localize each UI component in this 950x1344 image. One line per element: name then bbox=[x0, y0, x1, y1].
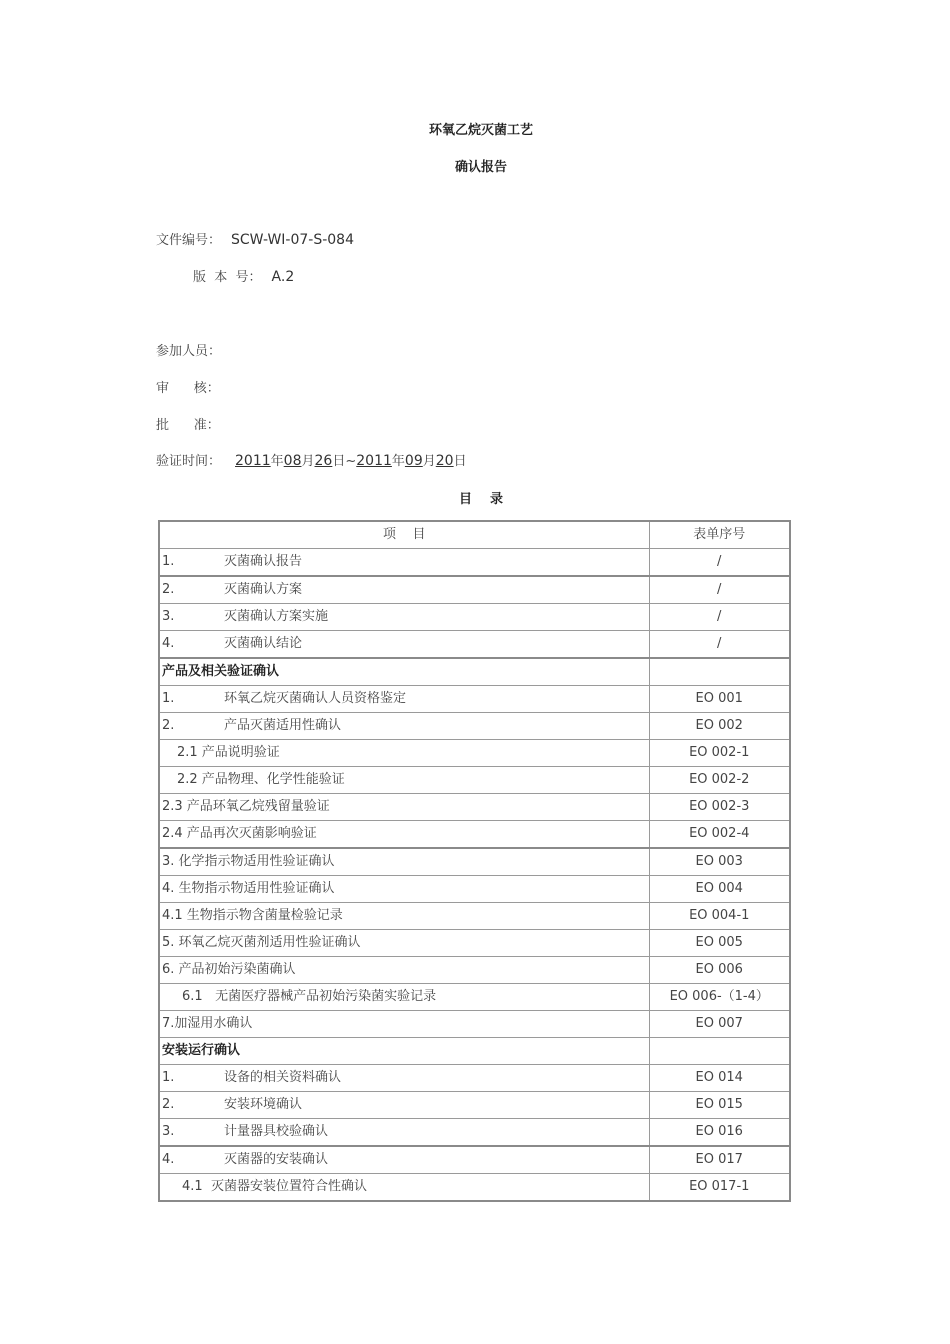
toc-item-title: 6.1 无菌医疗器械产品初始污染菌实验记录 bbox=[159, 984, 649, 1011]
day-char: 日 bbox=[332, 454, 346, 469]
version-label: 版 本 号： bbox=[193, 270, 262, 285]
toc-item-title: 设备的相关资料确认 bbox=[224, 1070, 342, 1085]
doc-number-value: SCW-WI-07-S-084 bbox=[231, 232, 354, 248]
table-row bbox=[159, 930, 790, 957]
toc-header-form: 表单序号 bbox=[649, 521, 790, 549]
toc-form-code: EO 005 bbox=[649, 930, 790, 957]
toc-form-code: EO 002-1 bbox=[649, 740, 790, 767]
toc-item-title: 3. 化学指示物适用性验证确认 bbox=[159, 848, 649, 876]
toc-title: 目 录 bbox=[458, 492, 504, 507]
toc-item bbox=[159, 1065, 649, 1092]
toc-form-code: EO 002-4 bbox=[649, 821, 790, 849]
start-month: 08 bbox=[283, 453, 302, 469]
toc-form-code: EO 004 bbox=[649, 876, 790, 903]
table-row bbox=[159, 848, 790, 876]
toc-item-title: 2.4 产品再次灭菌影响验证 bbox=[159, 821, 649, 849]
toc-item-title: 6. 产品初始污染菌确认 bbox=[159, 957, 649, 984]
table-row bbox=[159, 1174, 790, 1202]
toc-item bbox=[159, 1146, 649, 1174]
year-char: 年 bbox=[270, 454, 284, 469]
toc-item-number: 2. bbox=[162, 1097, 175, 1112]
table-row bbox=[159, 631, 790, 659]
toc-item-title: 7.加湿用水确认 bbox=[159, 1011, 649, 1038]
toc-form-code: / bbox=[649, 631, 790, 659]
table-row bbox=[159, 1065, 790, 1092]
toc-form-code: EO 017-1 bbox=[649, 1174, 790, 1202]
table-row bbox=[159, 549, 790, 577]
table-row bbox=[159, 1092, 790, 1119]
table-row bbox=[159, 1011, 790, 1038]
approve-field bbox=[156, 414, 220, 433]
end-year: 2011 bbox=[356, 453, 392, 469]
toc-form-code: EO 017 bbox=[649, 1146, 790, 1174]
toc-item-title: 环氧乙烷灭菌确认人员资格鉴定 bbox=[224, 691, 407, 706]
toc-item-number: 1. bbox=[162, 554, 175, 569]
toc-form-code: EO 001 bbox=[649, 686, 790, 713]
toc-form-code bbox=[649, 1038, 790, 1065]
table-row bbox=[159, 984, 790, 1011]
toc-form-code: EO 002-3 bbox=[649, 794, 790, 821]
participants-field bbox=[156, 340, 221, 359]
doc-number-label: 文件编号： bbox=[156, 233, 222, 248]
toc-form-code: EO 003 bbox=[649, 848, 790, 876]
start-year: 2011 bbox=[235, 453, 271, 469]
toc-item-title: 灭菌器的安装确认 bbox=[224, 1152, 329, 1167]
review-field bbox=[156, 377, 220, 396]
approve-label: 批 准： bbox=[156, 418, 220, 433]
table-row bbox=[159, 794, 790, 821]
toc-form-code: / bbox=[649, 604, 790, 631]
verification-date-field bbox=[156, 450, 467, 469]
month-char: 月 bbox=[422, 454, 436, 469]
month-char: 月 bbox=[301, 454, 315, 469]
toc-item-number: 2. bbox=[162, 718, 175, 733]
table-row bbox=[159, 740, 790, 767]
table-row bbox=[159, 576, 790, 604]
toc-item bbox=[159, 1092, 649, 1119]
toc-item bbox=[159, 1119, 649, 1147]
toc-item-number: 4. bbox=[162, 1152, 175, 1167]
doc-number-field bbox=[156, 229, 354, 248]
table-row bbox=[159, 713, 790, 740]
start-day: 26 bbox=[314, 453, 333, 469]
end-day: 20 bbox=[435, 453, 454, 469]
toc-header-row bbox=[159, 521, 790, 549]
toc-item-title: 安装环境确认 bbox=[224, 1097, 303, 1112]
toc-item-number: 2. bbox=[162, 582, 175, 597]
table-row bbox=[159, 767, 790, 794]
table-row bbox=[159, 876, 790, 903]
toc-item bbox=[159, 576, 649, 604]
toc-section-row bbox=[159, 1038, 790, 1065]
toc-form-code: EO 016 bbox=[649, 1119, 790, 1147]
toc-form-code: EO 015 bbox=[649, 1092, 790, 1119]
day-char: 日 bbox=[453, 454, 467, 469]
toc-form-code: / bbox=[649, 576, 790, 604]
toc-item-title: 4.1 灭菌器安装位置符合性确认 bbox=[159, 1174, 649, 1202]
toc-item-title: 5. 环氧乙烷灭菌剂适用性验证确认 bbox=[159, 930, 649, 957]
toc-form-code: EO 002 bbox=[649, 713, 790, 740]
toc-item-title: 灭菌确认方案实施 bbox=[224, 609, 329, 624]
version-field bbox=[193, 266, 294, 285]
toc-section-title: 产品及相关验证确认 bbox=[159, 658, 649, 686]
toc-item-number: 1. bbox=[162, 1070, 175, 1085]
toc-item bbox=[159, 686, 649, 713]
date-label: 验证时间： bbox=[156, 454, 222, 469]
table-row bbox=[159, 1146, 790, 1174]
toc-item-number: 3. bbox=[162, 1124, 175, 1139]
toc-form-code: EO 002-2 bbox=[649, 767, 790, 794]
table-row bbox=[159, 821, 790, 849]
toc-item bbox=[159, 549, 649, 577]
toc-form-code: / bbox=[649, 549, 790, 577]
toc-item-title: 灭菌确认报告 bbox=[224, 554, 303, 569]
version-value: A.2 bbox=[271, 269, 295, 285]
year-char: 年 bbox=[391, 454, 405, 469]
toc-item-title: 产品灭菌适用性确认 bbox=[224, 718, 342, 733]
document-title: 环氧乙烷灭菌工艺 bbox=[428, 123, 533, 138]
toc-form-code bbox=[649, 658, 790, 686]
toc-item-number: 4. bbox=[162, 636, 175, 651]
table-row bbox=[159, 604, 790, 631]
toc-form-code: EO 006-（1-4） bbox=[649, 984, 790, 1011]
toc-item bbox=[159, 713, 649, 740]
toc-header-item: 项 目 bbox=[159, 521, 649, 549]
table-row bbox=[159, 1119, 790, 1147]
toc-section-title: 安装运行确认 bbox=[159, 1038, 649, 1065]
document-subtitle: 确认报告 bbox=[454, 160, 507, 175]
table-row bbox=[159, 686, 790, 713]
table-row bbox=[159, 957, 790, 984]
review-label: 审 核： bbox=[156, 381, 220, 396]
table-row bbox=[159, 903, 790, 930]
toc-item-title: 2.1 产品说明验证 bbox=[159, 740, 649, 767]
toc-item-number: 1. bbox=[162, 691, 175, 706]
toc-item bbox=[159, 604, 649, 631]
toc-form-code: EO 007 bbox=[649, 1011, 790, 1038]
toc-item-title: 4.1 生物指示物含菌量检验记录 bbox=[159, 903, 649, 930]
end-month: 09 bbox=[404, 453, 423, 469]
toc-item-title: 2.3 产品环氧乙烷残留量验证 bbox=[159, 794, 649, 821]
toc-form-code: EO 004-1 bbox=[649, 903, 790, 930]
toc-item-title: 2.2 产品物理、化学性能验证 bbox=[159, 767, 649, 794]
toc-item-title: 4. 生物指示物适用性验证确认 bbox=[159, 876, 649, 903]
toc-item bbox=[159, 631, 649, 659]
toc-item-title: 计量器具校验确认 bbox=[224, 1124, 329, 1139]
toc-table bbox=[158, 520, 791, 1202]
toc-section-row bbox=[159, 658, 790, 686]
toc-item-title: 灭菌确认结论 bbox=[224, 636, 303, 651]
toc-item-number: 3. bbox=[162, 609, 175, 624]
tilde: ~ bbox=[345, 454, 357, 469]
toc-form-code: EO 014 bbox=[649, 1065, 790, 1092]
toc-form-code: EO 006 bbox=[649, 957, 790, 984]
participants-label: 参加人员： bbox=[156, 344, 222, 359]
toc-item-title: 灭菌确认方案 bbox=[224, 582, 303, 597]
